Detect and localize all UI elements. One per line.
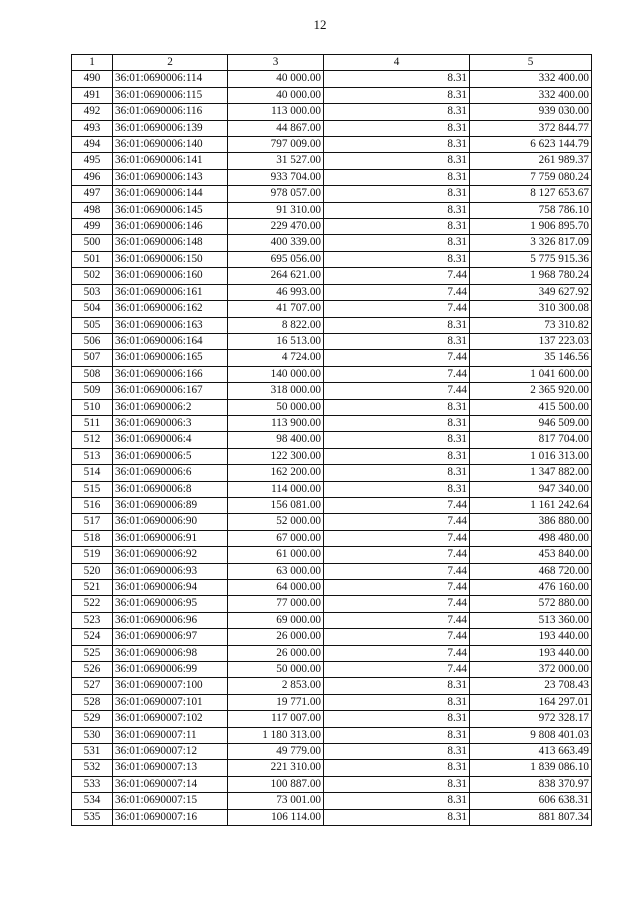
value-cell: 310 300.08 bbox=[470, 301, 592, 317]
table-row bbox=[72, 662, 592, 678]
table-row bbox=[72, 514, 592, 530]
cadastral-number-cell: 36:01:0690006:145 bbox=[113, 202, 228, 218]
rate-cell: 7.44 bbox=[324, 596, 470, 612]
row-number-cell: 523 bbox=[72, 612, 113, 628]
value-cell: 468 720.00 bbox=[470, 563, 592, 579]
area-cell: 400 339.00 bbox=[228, 235, 324, 251]
cadastral-number-cell: 36:01:0690007:12 bbox=[113, 744, 228, 760]
rate-cell: 7.44 bbox=[324, 580, 470, 596]
area-cell: 106 114.00 bbox=[228, 809, 324, 825]
table-row bbox=[72, 350, 592, 366]
value-cell: 838 370.97 bbox=[470, 776, 592, 792]
table-body bbox=[72, 71, 592, 826]
row-number-cell: 510 bbox=[72, 399, 113, 415]
table-row bbox=[72, 169, 592, 185]
row-number-cell: 499 bbox=[72, 219, 113, 235]
row-number-cell: 491 bbox=[72, 87, 113, 103]
row-number-cell: 521 bbox=[72, 580, 113, 596]
cadastral-number-cell: 36:01:0690006:116 bbox=[113, 104, 228, 120]
value-cell: 513 360.00 bbox=[470, 612, 592, 628]
column-header-4: 4 bbox=[324, 55, 470, 71]
row-number-cell: 507 bbox=[72, 350, 113, 366]
rate-cell: 7.44 bbox=[324, 383, 470, 399]
cadastral-number-cell: 36:01:0690006:164 bbox=[113, 333, 228, 349]
rate-cell: 8.31 bbox=[324, 415, 470, 431]
area-cell: 77 000.00 bbox=[228, 596, 324, 612]
rate-cell: 8.31 bbox=[324, 465, 470, 481]
area-cell: 50 000.00 bbox=[228, 662, 324, 678]
cadastral-number-cell: 36:01:0690006:94 bbox=[113, 580, 228, 596]
rate-cell: 8.31 bbox=[324, 202, 470, 218]
cadastral-number-cell: 36:01:0690006:97 bbox=[113, 629, 228, 645]
table-row bbox=[72, 465, 592, 481]
area-cell: 40 000.00 bbox=[228, 71, 324, 87]
table-row bbox=[72, 120, 592, 136]
value-cell: 476 160.00 bbox=[470, 580, 592, 596]
value-cell: 23 708.43 bbox=[470, 678, 592, 694]
rate-cell: 8.31 bbox=[324, 235, 470, 251]
value-cell: 1 016 313.00 bbox=[470, 448, 592, 464]
area-cell: 44 867.00 bbox=[228, 120, 324, 136]
value-cell: 939 030.00 bbox=[470, 104, 592, 120]
table-row bbox=[72, 727, 592, 743]
value-cell: 386 880.00 bbox=[470, 514, 592, 530]
table-row bbox=[72, 809, 592, 825]
value-cell: 332 400.00 bbox=[470, 71, 592, 87]
cadastral-number-cell: 36:01:0690006:89 bbox=[113, 497, 228, 513]
area-cell: 264 621.00 bbox=[228, 268, 324, 284]
row-number-cell: 493 bbox=[72, 120, 113, 136]
value-cell: 349 627.92 bbox=[470, 284, 592, 300]
value-cell: 1 041 600.00 bbox=[470, 366, 592, 382]
cadastral-number-cell: 36:01:0690006:140 bbox=[113, 137, 228, 153]
value-cell: 1 161 242.64 bbox=[470, 497, 592, 513]
value-cell: 1 968 780.24 bbox=[470, 268, 592, 284]
cadastral-number-cell: 36:01:0690006:166 bbox=[113, 366, 228, 382]
cadastral-number-cell: 36:01:0690006:160 bbox=[113, 268, 228, 284]
row-number-cell: 505 bbox=[72, 317, 113, 333]
table-row bbox=[72, 596, 592, 612]
table-row bbox=[72, 366, 592, 382]
area-cell: 69 000.00 bbox=[228, 612, 324, 628]
table-row bbox=[72, 694, 592, 710]
value-cell: 164 297.01 bbox=[470, 694, 592, 710]
value-cell: 881 807.34 bbox=[470, 809, 592, 825]
value-cell: 332 400.00 bbox=[470, 87, 592, 103]
value-cell: 758 786.10 bbox=[470, 202, 592, 218]
value-cell: 8 127 653.67 bbox=[470, 186, 592, 202]
table-row bbox=[72, 432, 592, 448]
cadastral-number-cell: 36:01:0690006:2 bbox=[113, 399, 228, 415]
cadastral-number-cell: 36:01:0690006:98 bbox=[113, 645, 228, 661]
table-row bbox=[72, 547, 592, 563]
area-cell: 978 057.00 bbox=[228, 186, 324, 202]
table-row bbox=[72, 153, 592, 169]
area-cell: 318 000.00 bbox=[228, 383, 324, 399]
area-cell: 91 310.00 bbox=[228, 202, 324, 218]
area-cell: 19 771.00 bbox=[228, 694, 324, 710]
area-cell: 221 310.00 bbox=[228, 760, 324, 776]
row-number-cell: 533 bbox=[72, 776, 113, 792]
rate-cell: 7.44 bbox=[324, 514, 470, 530]
cadastral-number-cell: 36:01:0690006:162 bbox=[113, 301, 228, 317]
row-number-cell: 527 bbox=[72, 678, 113, 694]
table-row bbox=[72, 497, 592, 513]
rate-cell: 8.31 bbox=[324, 137, 470, 153]
value-cell: 3 326 817.09 bbox=[470, 235, 592, 251]
rate-cell: 7.44 bbox=[324, 301, 470, 317]
row-number-cell: 501 bbox=[72, 251, 113, 267]
column-header-3: 3 bbox=[228, 55, 324, 71]
header-row bbox=[72, 55, 592, 71]
rate-cell: 8.31 bbox=[324, 809, 470, 825]
cadastral-number-cell: 36:01:0690006:143 bbox=[113, 169, 228, 185]
cadastral-number-cell: 36:01:0690006:141 bbox=[113, 153, 228, 169]
value-cell: 372 844.77 bbox=[470, 120, 592, 136]
table-row bbox=[72, 317, 592, 333]
rate-cell: 7.44 bbox=[324, 497, 470, 513]
row-number-cell: 506 bbox=[72, 333, 113, 349]
value-cell: 572 880.00 bbox=[470, 596, 592, 612]
area-cell: 64 000.00 bbox=[228, 580, 324, 596]
table-row bbox=[72, 235, 592, 251]
area-cell: 31 527.00 bbox=[228, 153, 324, 169]
value-cell: 947 340.00 bbox=[470, 481, 592, 497]
value-cell: 606 638.31 bbox=[470, 793, 592, 809]
cadastral-number-cell: 36:01:0690006:150 bbox=[113, 251, 228, 267]
area-cell: 73 001.00 bbox=[228, 793, 324, 809]
cadastral-number-cell: 36:01:0690006:4 bbox=[113, 432, 228, 448]
row-number-cell: 532 bbox=[72, 760, 113, 776]
table-row bbox=[72, 711, 592, 727]
row-number-cell: 504 bbox=[72, 301, 113, 317]
area-cell: 100 887.00 bbox=[228, 776, 324, 792]
row-number-cell: 496 bbox=[72, 169, 113, 185]
row-number-cell: 498 bbox=[72, 202, 113, 218]
row-number-cell: 514 bbox=[72, 465, 113, 481]
rate-cell: 7.44 bbox=[324, 629, 470, 645]
rate-cell: 8.31 bbox=[324, 744, 470, 760]
rate-cell: 8.31 bbox=[324, 169, 470, 185]
table-row bbox=[72, 186, 592, 202]
page-number: 12 bbox=[313, 17, 327, 32]
area-cell: 61 000.00 bbox=[228, 547, 324, 563]
cadastral-number-cell: 36:01:0690006:139 bbox=[113, 120, 228, 136]
area-cell: 16 513.00 bbox=[228, 333, 324, 349]
area-cell: 156 081.00 bbox=[228, 497, 324, 513]
rate-cell: 8.31 bbox=[324, 432, 470, 448]
row-number-cell: 531 bbox=[72, 744, 113, 760]
table-row bbox=[72, 760, 592, 776]
row-number-cell: 503 bbox=[72, 284, 113, 300]
table-row bbox=[72, 612, 592, 628]
row-number-cell: 516 bbox=[72, 497, 113, 513]
area-cell: 49 779.00 bbox=[228, 744, 324, 760]
rate-cell: 8.31 bbox=[324, 251, 470, 267]
table-row bbox=[72, 530, 592, 546]
area-cell: 98 400.00 bbox=[228, 432, 324, 448]
area-cell: 113 000.00 bbox=[228, 104, 324, 120]
column-header-2: 2 bbox=[113, 55, 228, 71]
rate-cell: 7.44 bbox=[324, 268, 470, 284]
area-cell: 114 000.00 bbox=[228, 481, 324, 497]
area-cell: 117 007.00 bbox=[228, 711, 324, 727]
table-row bbox=[72, 71, 592, 87]
row-number-cell: 508 bbox=[72, 366, 113, 382]
area-cell: 695 056.00 bbox=[228, 251, 324, 267]
area-cell: 50 000.00 bbox=[228, 399, 324, 415]
value-cell: 261 989.37 bbox=[470, 153, 592, 169]
cadastral-number-cell: 36:01:0690006:167 bbox=[113, 383, 228, 399]
cadastral-number-cell: 36:01:0690007:16 bbox=[113, 809, 228, 825]
table-row bbox=[72, 448, 592, 464]
row-number-cell: 519 bbox=[72, 547, 113, 563]
cadastral-number-cell: 36:01:0690006:146 bbox=[113, 219, 228, 235]
row-number-cell: 518 bbox=[72, 530, 113, 546]
rate-cell: 7.44 bbox=[324, 547, 470, 563]
rate-cell: 8.31 bbox=[324, 219, 470, 235]
area-cell: 2 853.00 bbox=[228, 678, 324, 694]
row-number-cell: 509 bbox=[72, 383, 113, 399]
table-row bbox=[72, 629, 592, 645]
value-cell: 9 808 401.03 bbox=[470, 727, 592, 743]
rate-cell: 8.31 bbox=[324, 711, 470, 727]
rate-cell: 8.31 bbox=[324, 104, 470, 120]
area-cell: 63 000.00 bbox=[228, 563, 324, 579]
cadastral-number-cell: 36:01:0690006:144 bbox=[113, 186, 228, 202]
row-number-cell: 515 bbox=[72, 481, 113, 497]
row-number-cell: 522 bbox=[72, 596, 113, 612]
cadastral-number-cell: 36:01:0690006:91 bbox=[113, 530, 228, 546]
rate-cell: 7.44 bbox=[324, 350, 470, 366]
area-cell: 113 900.00 bbox=[228, 415, 324, 431]
cadastral-number-cell: 36:01:0690006:8 bbox=[113, 481, 228, 497]
cadastral-number-cell: 36:01:0690007:14 bbox=[113, 776, 228, 792]
area-cell: 797 009.00 bbox=[228, 137, 324, 153]
cadastral-number-cell: 36:01:0690006:115 bbox=[113, 87, 228, 103]
value-cell: 7 759 080.24 bbox=[470, 169, 592, 185]
table-row bbox=[72, 580, 592, 596]
cadastral-number-cell: 36:01:0690006:99 bbox=[113, 662, 228, 678]
row-number-cell: 495 bbox=[72, 153, 113, 169]
table-row bbox=[72, 399, 592, 415]
value-cell: 193 440.00 bbox=[470, 629, 592, 645]
rate-cell: 7.44 bbox=[324, 645, 470, 661]
rate-cell: 8.31 bbox=[324, 678, 470, 694]
cadastral-number-cell: 36:01:0690007:11 bbox=[113, 727, 228, 743]
area-cell: 162 200.00 bbox=[228, 465, 324, 481]
cadastral-number-cell: 36:01:0690007:102 bbox=[113, 711, 228, 727]
row-number-cell: 524 bbox=[72, 629, 113, 645]
rate-cell: 8.31 bbox=[324, 776, 470, 792]
row-number-cell: 520 bbox=[72, 563, 113, 579]
value-cell: 73 310.82 bbox=[470, 317, 592, 333]
row-number-cell: 511 bbox=[72, 415, 113, 431]
table-row bbox=[72, 481, 592, 497]
area-cell: 122 300.00 bbox=[228, 448, 324, 464]
row-number-cell: 490 bbox=[72, 71, 113, 87]
rate-cell: 7.44 bbox=[324, 366, 470, 382]
rate-cell: 8.31 bbox=[324, 793, 470, 809]
value-cell: 817 704.00 bbox=[470, 432, 592, 448]
cadastral-number-cell: 36:01:0690007:100 bbox=[113, 678, 228, 694]
table-row bbox=[72, 284, 592, 300]
row-number-cell: 492 bbox=[72, 104, 113, 120]
rate-cell: 8.31 bbox=[324, 399, 470, 415]
table-row bbox=[72, 219, 592, 235]
cadastral-number-cell: 36:01:0690006:3 bbox=[113, 415, 228, 431]
rate-cell: 7.44 bbox=[324, 662, 470, 678]
row-number-cell: 526 bbox=[72, 662, 113, 678]
cadastral-number-cell: 36:01:0690006:148 bbox=[113, 235, 228, 251]
cadastral-number-cell: 36:01:0690006:92 bbox=[113, 547, 228, 563]
column-header-1: 1 bbox=[72, 55, 113, 71]
row-number-cell: 530 bbox=[72, 727, 113, 743]
value-cell: 6 623 144.79 bbox=[470, 137, 592, 153]
table-row bbox=[72, 202, 592, 218]
value-cell: 5 775 915.36 bbox=[470, 251, 592, 267]
area-cell: 140 000.00 bbox=[228, 366, 324, 382]
area-cell: 41 707.00 bbox=[228, 301, 324, 317]
cadastral-number-cell: 36:01:0690007:13 bbox=[113, 760, 228, 776]
value-cell: 453 840.00 bbox=[470, 547, 592, 563]
cadastral-number-cell: 36:01:0690006:163 bbox=[113, 317, 228, 333]
row-number-cell: 529 bbox=[72, 711, 113, 727]
row-number-cell: 494 bbox=[72, 137, 113, 153]
value-cell: 946 509.00 bbox=[470, 415, 592, 431]
area-cell: 26 000.00 bbox=[228, 629, 324, 645]
area-cell: 40 000.00 bbox=[228, 87, 324, 103]
table-row bbox=[72, 793, 592, 809]
row-number-cell: 517 bbox=[72, 514, 113, 530]
rate-cell: 8.31 bbox=[324, 120, 470, 136]
area-cell: 229 470.00 bbox=[228, 219, 324, 235]
cadastral-number-cell: 36:01:0690006:114 bbox=[113, 71, 228, 87]
row-number-cell: 535 bbox=[72, 809, 113, 825]
area-cell: 26 000.00 bbox=[228, 645, 324, 661]
row-number-cell: 497 bbox=[72, 186, 113, 202]
area-cell: 4 724.00 bbox=[228, 350, 324, 366]
table-row bbox=[72, 678, 592, 694]
table-row bbox=[72, 563, 592, 579]
rate-cell: 8.31 bbox=[324, 153, 470, 169]
cadastral-number-cell: 36:01:0690006:93 bbox=[113, 563, 228, 579]
row-number-cell: 500 bbox=[72, 235, 113, 251]
area-cell: 8 822.00 bbox=[228, 317, 324, 333]
area-cell: 52 000.00 bbox=[228, 514, 324, 530]
rate-cell: 8.31 bbox=[324, 71, 470, 87]
rate-cell: 8.31 bbox=[324, 317, 470, 333]
rate-cell: 8.31 bbox=[324, 481, 470, 497]
value-cell: 137 223.03 bbox=[470, 333, 592, 349]
table-row bbox=[72, 645, 592, 661]
cadastral-number-cell: 36:01:0690007:101 bbox=[113, 694, 228, 710]
value-cell: 413 663.49 bbox=[470, 744, 592, 760]
column-header-5: 5 bbox=[470, 55, 592, 71]
rate-cell: 8.31 bbox=[324, 87, 470, 103]
value-cell: 498 480.00 bbox=[470, 530, 592, 546]
value-cell: 35 146.56 bbox=[470, 350, 592, 366]
row-number-cell: 512 bbox=[72, 432, 113, 448]
rate-cell: 8.31 bbox=[324, 727, 470, 743]
cadastral-number-cell: 36:01:0690006:5 bbox=[113, 448, 228, 464]
area-cell: 1 180 313.00 bbox=[228, 727, 324, 743]
rate-cell: 8.31 bbox=[324, 333, 470, 349]
value-cell: 415 500.00 bbox=[470, 399, 592, 415]
value-cell: 193 440.00 bbox=[470, 645, 592, 661]
row-number-cell: 513 bbox=[72, 448, 113, 464]
value-cell: 1 906 895.70 bbox=[470, 219, 592, 235]
rate-cell: 8.31 bbox=[324, 760, 470, 776]
area-cell: 67 000.00 bbox=[228, 530, 324, 546]
cadastral-number-cell: 36:01:0690006:90 bbox=[113, 514, 228, 530]
rate-cell: 8.31 bbox=[324, 694, 470, 710]
cadastral-number-cell: 36:01:0690007:15 bbox=[113, 793, 228, 809]
value-cell: 372 000.00 bbox=[470, 662, 592, 678]
cadastral-number-cell: 36:01:0690006:6 bbox=[113, 465, 228, 481]
area-cell: 933 704.00 bbox=[228, 169, 324, 185]
row-number-cell: 528 bbox=[72, 694, 113, 710]
rate-cell: 7.44 bbox=[324, 563, 470, 579]
row-number-cell: 525 bbox=[72, 645, 113, 661]
data-table bbox=[71, 54, 592, 826]
table-row bbox=[72, 87, 592, 103]
cadastral-number-cell: 36:01:0690006:165 bbox=[113, 350, 228, 366]
rate-cell: 7.44 bbox=[324, 612, 470, 628]
table-row bbox=[72, 268, 592, 284]
rate-cell: 8.31 bbox=[324, 448, 470, 464]
cadastral-number-cell: 36:01:0690006:161 bbox=[113, 284, 228, 300]
area-cell: 46 993.00 bbox=[228, 284, 324, 300]
rate-cell: 8.31 bbox=[324, 186, 470, 202]
cadastral-number-cell: 36:01:0690006:96 bbox=[113, 612, 228, 628]
table-row bbox=[72, 251, 592, 267]
row-number-cell: 502 bbox=[72, 268, 113, 284]
value-cell: 1 839 086.10 bbox=[470, 760, 592, 776]
table-row bbox=[72, 383, 592, 399]
cadastral-number-cell: 36:01:0690006:95 bbox=[113, 596, 228, 612]
table-row bbox=[72, 333, 592, 349]
table-row bbox=[72, 415, 592, 431]
table-row bbox=[72, 137, 592, 153]
table-row bbox=[72, 104, 592, 120]
value-cell: 972 328.17 bbox=[470, 711, 592, 727]
table-row bbox=[72, 301, 592, 317]
rate-cell: 7.44 bbox=[324, 284, 470, 300]
value-cell: 1 347 882.00 bbox=[470, 465, 592, 481]
table-row bbox=[72, 744, 592, 760]
rate-cell: 7.44 bbox=[324, 530, 470, 546]
value-cell: 2 365 920.00 bbox=[470, 383, 592, 399]
row-number-cell: 534 bbox=[72, 793, 113, 809]
table-row bbox=[72, 776, 592, 792]
